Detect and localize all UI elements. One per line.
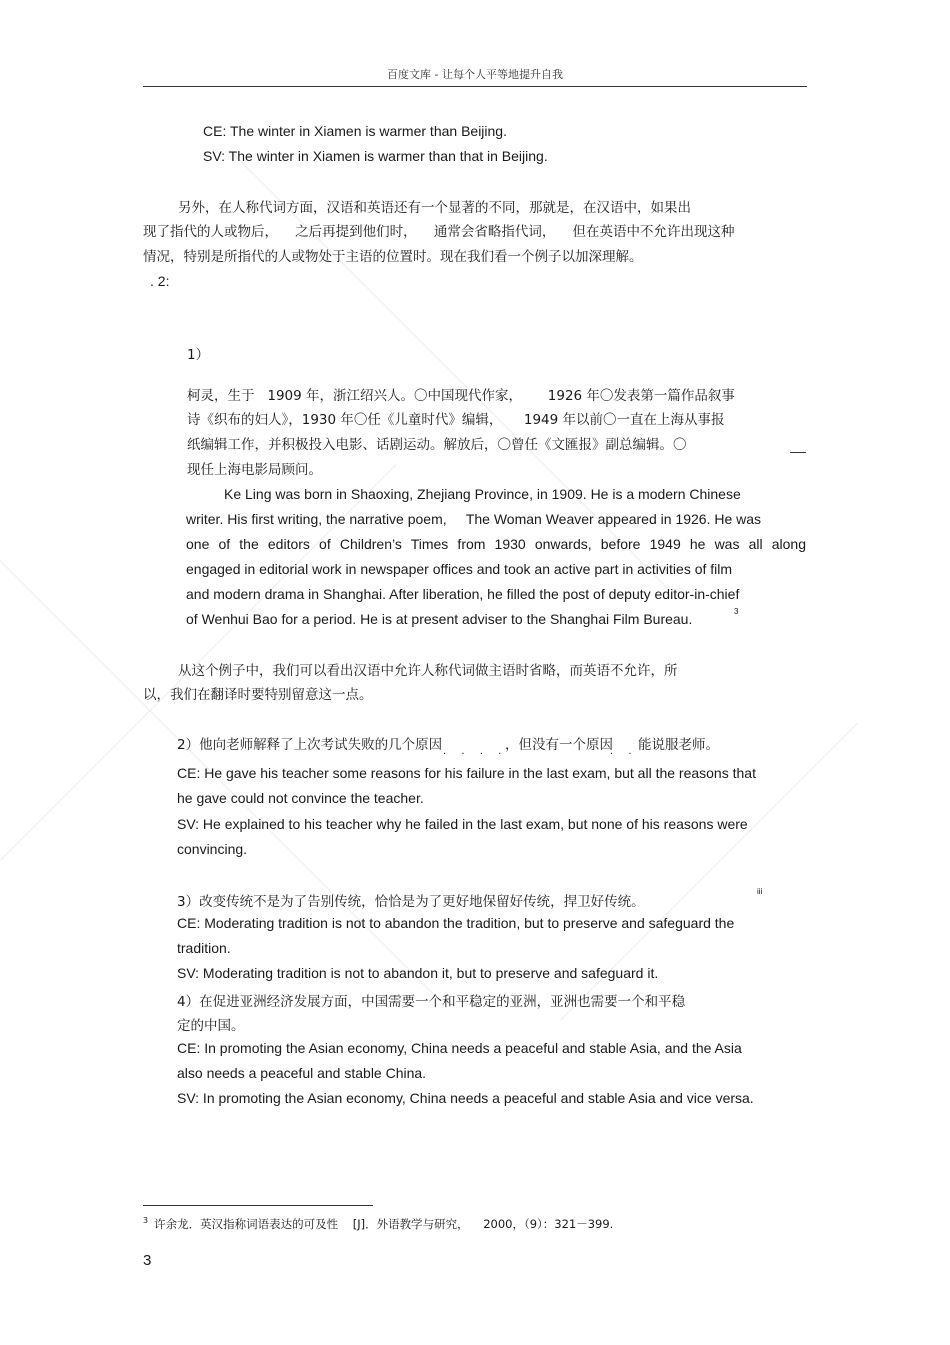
ex3-zh: 3）改变传统不是为了告别传统，恰恰是为了更好地保留好传统，捍卫好传统。 (177, 894, 645, 910)
ex1-zh-line4: 现任上海电影局顾问。 (187, 462, 322, 478)
para1-line1: 另外，在人称代词方面，汉语和英语还有一个显著的不同，那就是，在汉语中，如果出 (178, 200, 691, 216)
emphasis-dots: . . . . (443, 746, 508, 757)
intro-sv: SV: The winter in Xiamen is warmer than that in Beijing. (203, 148, 548, 164)
ex2-zh-part2: ，但没有一个原因 (505, 737, 613, 753)
ex3-sv: SV: Moderating tradition is not to abandon it, but to preserve and safeguard it. (177, 965, 659, 981)
ex4-zh-line2: 定的中国。 (177, 1018, 245, 1034)
ex2-ce-line1: CE: He gave his teacher some reasons for his failure in the last exam, but all the reasons that (177, 765, 756, 781)
ex1-en-line5: and modern drama in Shanghai. After liberation, he filled the post of deputy editor-in-chief (186, 586, 740, 602)
footnote-mark: 3 (143, 1216, 149, 1226)
ex3-ce-line1: CE: Moderating tradition is not to abandon the tradition, but to preserve and safeguard the (177, 915, 735, 931)
ex2-zh-part3: 能说服老师。 (638, 737, 719, 753)
footnote-rule (143, 1205, 373, 1206)
endnote-marker: iii (757, 887, 763, 896)
para2-line2: 以，我们在翻译时要特别留意这一点。 (143, 687, 373, 703)
ex4-ce-line1: CE: In promoting the Asian economy, China needs a peaceful and stable Asia, and the Asia (177, 1040, 742, 1056)
ex2-sv-line2: convincing. (177, 841, 248, 857)
para2-line1: 从这个例子中，我们可以看出汉语中允许人称代词做主语时省略，而英语不允许，所 (178, 663, 678, 679)
footnote-text: 许余龙．英汉指称词语表达的可及性 [J]．外语教学与研究， 2000，（9）：321－399. (154, 1217, 614, 1231)
ex1-en-line1: Ke Ling was born in Shaoxing, Zhejiang Province, in 1909. He is a modern Chinese (224, 486, 741, 502)
page-number: 3 (143, 1252, 152, 1269)
ex2-zh-part1: 2）他向老师解释了上次考试失败的几个原因 (177, 737, 443, 753)
ex1-zh-line1: 柯灵，生于 1909 年，浙江绍兴人。〇中国现代作家， 1926 年〇发表第一篇作品叙事 (187, 388, 735, 404)
ex4-ce-line2: also needs a peaceful and stable China. (177, 1065, 427, 1081)
ex4-sv: SV: In promoting the Asian economy, China needs a peaceful and stable Asia and vice versa. (177, 1090, 754, 1106)
ex1-zh-line3: 纸编辑工作，并积极投入电影、话剧运动。解放后，〇曾任《文匯报》副总编辑。〇 (187, 437, 687, 453)
ex2-sv-line1: SV: He explained to his teacher why he failed in the last exam, but none of his reasons were (177, 816, 748, 832)
ex3-ce-line2: tradition. (177, 940, 231, 956)
footnote-reference: 3 (734, 607, 739, 616)
ex1-en-line6: of Wenhui Bao for a period. He is at present adviser to the Shanghai Film Bureau. (186, 611, 693, 627)
ex1-number: 1） (187, 347, 210, 363)
intro-ce: CE: The winter in Xiamen is warmer than Beijing. (203, 123, 507, 139)
header-rule (143, 86, 807, 87)
footnote (143, 1216, 613, 1232)
para1-line2: 现了指代的人或物后， 之后再提到他们时， 通常会省略指代词， 但在英语中不允许出现这种 (143, 224, 735, 240)
ex1-en-line3: one of the editors of Children’s Times from 1930 onwards, before 1949 he was all along (186, 536, 806, 552)
ex1-en-line2: writer. His first writing, the narrative poem, The Woman Weaver appeared in 1926. He was (186, 511, 762, 527)
ex2-ce-line2: he gave could not convince the teacher. (177, 790, 424, 806)
ex1-en-line4: engaged in editorial work in newspaper offices and took an active part in activities of film (186, 561, 733, 577)
ex4-zh-line1: 4）在促进亚洲经济发展方面，中国需要一个和平稳定的亚洲，亚洲也需要一个和平稳 (177, 994, 686, 1010)
emphasis-dots: . . (610, 746, 638, 757)
para1-line3: 情况，特别是所指代的人或物处于主语的位置时。现在我们看一个例子以加深理解。 (143, 249, 643, 265)
example-label: . 2: (150, 273, 170, 289)
ex1-zh-line2: 诗《织布的妇人》，1930 年〇任《儿童时代》编辑， 1949 年以前〇一直在上海从事报 (187, 412, 725, 428)
blank-underline (790, 452, 806, 453)
page-header: 百度文库 - 让每个人平等地提升自我 (387, 68, 563, 81)
